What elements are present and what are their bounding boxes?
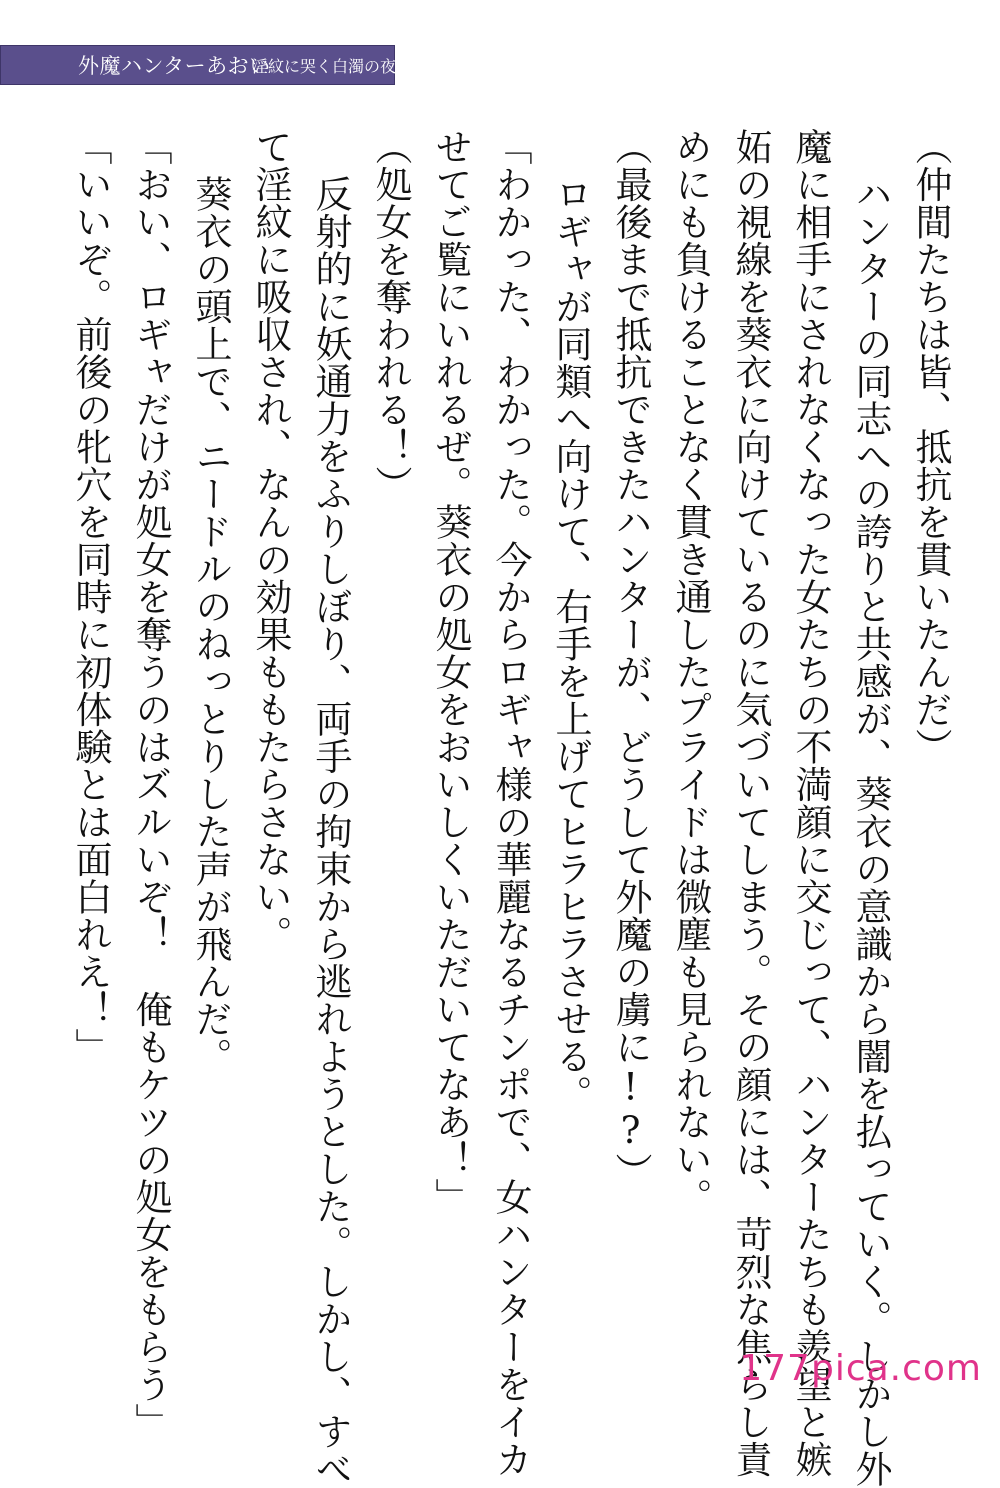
text-column: （処女を奪われる！） [369, 128, 412, 503]
text-column: 「わかった、わかった。今からロギャ様の華麗なるチンポで、女ハンターをイカ [489, 128, 532, 1478]
text-column: 妬の視線を葵衣に向けているのに気づいてしまう。その顔には、苛烈な焦らし責 [729, 128, 772, 1478]
text-column: めにも負けることなく貫き通したプライドは微塵も見られない。 [669, 128, 712, 1216]
book-subtitle: 淫紋に哭く白濁の夜 [252, 57, 397, 76]
text-column: 葵衣の頭上で、ニードルのねっとりした声が飛んだ。 [189, 175, 232, 1075]
text-column: 反射的に妖通力をふりしぼり、両手の拘束から逃れようとした。しかし、すべ [309, 175, 352, 1488]
text-column: （仲間たちは皆、抵抗を貫いたんだ） [909, 128, 952, 766]
running-header [0, 45, 395, 85]
text-column: （最後まで抵抗できたハンターが、どうして外魔の虜に!?） [609, 128, 652, 1190]
text-column: 「おい、ロギャだけが処女を奪うのはズルいぞ！ 俺もケツの処女をもらう」 [129, 128, 172, 1441]
book-title: 外魔ハンターあおい [78, 54, 271, 78]
text-column: せてご覧にいれるぜ。葵衣の処女をおいしくいただいてなあ！」 [429, 128, 472, 1216]
watermark: 177pica.com [739, 1348, 982, 1389]
text-column: ロギャが同類へ向けて、右手を上げてヒラヒラさせる。 [549, 175, 592, 1113]
text-column: て淫紋に吸収され、なんの効果ももたらさない。 [249, 128, 292, 953]
text-column: ハンターの同志への誇りと共感が、葵衣の意識から闇を払っていく。しかし外 [849, 175, 892, 1488]
text-column: 魔に相手にされなくなった女たちの不満顔に交じって、ハンターたちも羨望と嫉 [789, 128, 832, 1478]
text-column: 「いいぞ。前後の牝穴を同時に初体験とは面白れえ！」 [69, 128, 112, 1066]
